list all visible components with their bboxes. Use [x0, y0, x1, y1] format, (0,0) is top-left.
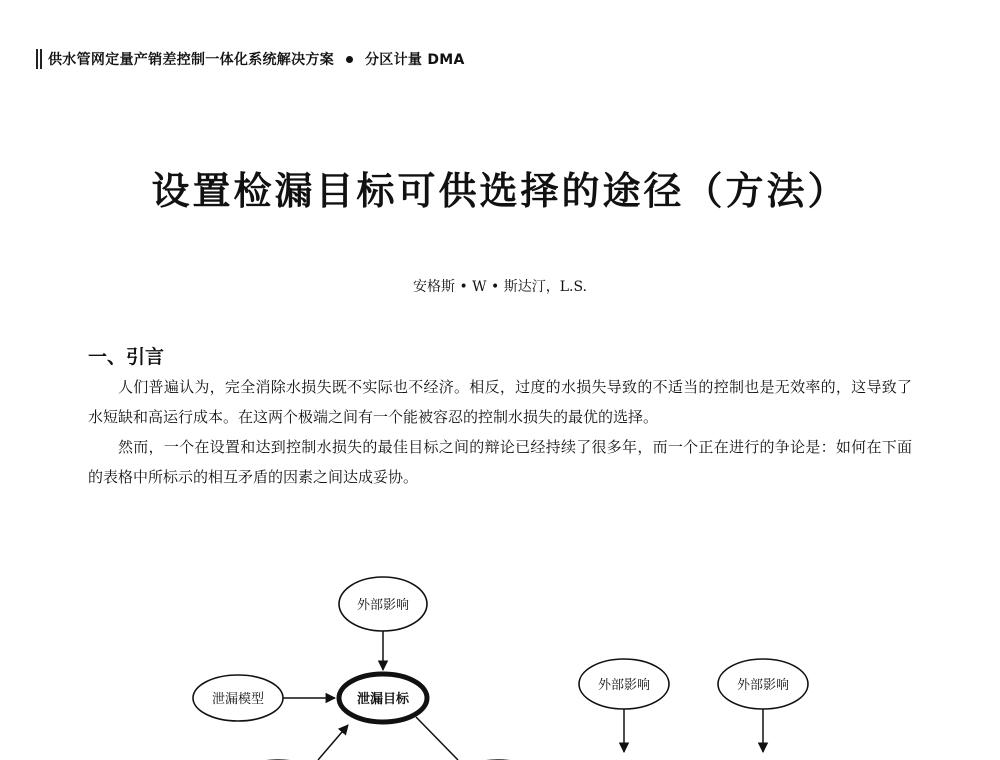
node-external-mid	[579, 659, 669, 709]
header-series-title: 供水管网定量产销差控制一体化系统解决方案	[48, 52, 334, 68]
node-external-mid-label: 外部影响	[597, 678, 651, 693]
node-leak-model-label: 泄漏模型	[211, 692, 265, 707]
body-text	[88, 372, 912, 492]
node-external-top	[339, 577, 427, 631]
page-title: 设置检漏目标可供选择的途径（方法）	[151, 169, 849, 213]
node-leak-model	[193, 675, 283, 721]
arrow-target-to-lower	[416, 717, 458, 760]
paragraph: 人们普遍认为，完全消除水损失既不实际也不经济。相反，过度的水损失导致的不适当的控制也是无效率的，这导致了水短缺和高运行成本。在这两个极端之间有一个能被容忍的控制水损失的最优的选择。	[88, 378, 912, 426]
author-line: 安格斯 • W • 斯达汀，L.S.	[413, 279, 587, 295]
node-external-top-label: 外部影响	[356, 598, 410, 613]
header-section-label: 分区计量 DMA	[365, 52, 465, 68]
section-heading: 一、引言	[88, 346, 165, 368]
running-header	[36, 44, 465, 74]
arrow-lower-to-target	[318, 725, 348, 760]
header-bullet-icon	[346, 56, 353, 63]
header-bar-mark	[36, 49, 42, 69]
node-leak-target	[339, 674, 427, 722]
leak-target-diagram	[0, 540, 1000, 760]
paragraph: 然而，一个在设置和达到控制水损失的最佳目标之间的辩论已经持续了很多年，而一个正在进行的争论是：如何在下面的表格中所标示的相互矛盾的因素之间达成妥协。	[88, 438, 912, 486]
node-external-right	[718, 659, 808, 709]
node-external-right-label: 外部影响	[736, 678, 790, 693]
node-leak-target-label: 泄漏目标	[356, 692, 410, 707]
